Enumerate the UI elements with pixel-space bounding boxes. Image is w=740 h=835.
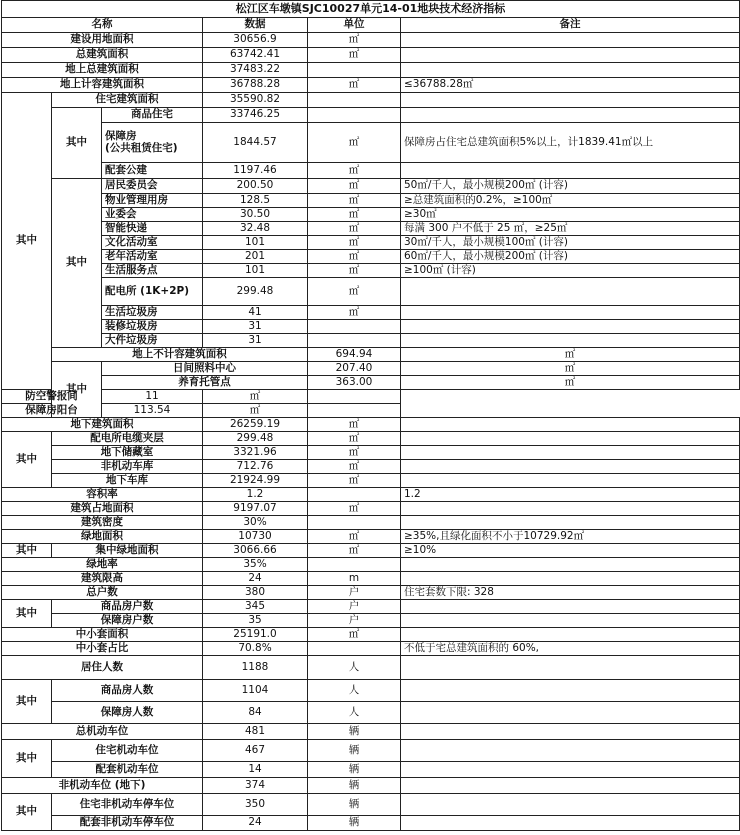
row-value: 1104 [203, 680, 308, 702]
row-name: 业委会 [102, 208, 203, 222]
row-name: 老年活动室 [102, 250, 203, 264]
row-unit [308, 93, 401, 108]
row-note [401, 474, 740, 488]
row-note: 保障房占住宅总建筑面积5%以上，计1839.41㎡以上 [401, 123, 740, 163]
row-note [401, 63, 740, 78]
row-name: 保障房人数 [52, 702, 203, 724]
row-note [401, 680, 740, 702]
group-label: 其中 [2, 600, 52, 628]
row-note [401, 762, 740, 778]
row-note [401, 163, 740, 179]
row-value: 374 [203, 778, 308, 794]
row-unit [308, 320, 401, 334]
row-value: 101 [203, 236, 308, 250]
row-value: 1197.46 [203, 163, 308, 179]
row-name: 装修垃圾房 [102, 320, 203, 334]
row-name: 配套机动车位 [52, 762, 203, 778]
row-value: 101 [203, 264, 308, 278]
row-value: 84 [203, 702, 308, 724]
row-name: 总机动车位 [2, 724, 203, 740]
row-name: 配套公建 [102, 163, 203, 179]
row-value: 299.48 [203, 278, 308, 306]
group-label: 其中 [52, 179, 102, 348]
row-unit [308, 558, 401, 572]
row-name: 地上总建筑面积 [2, 63, 203, 78]
row-value: 128.5 [203, 194, 308, 208]
group-label: 其中 [2, 740, 52, 778]
row-name: 物业管理用房 [102, 194, 203, 208]
row-name: 住宅建筑面积 [52, 93, 203, 108]
row-note: 住宅套数下限: 328 [401, 586, 740, 600]
row-name: 容积率 [2, 488, 203, 502]
row-value: 30656.9 [203, 33, 308, 48]
row-note [401, 278, 740, 306]
row-name: 保障房户数 [52, 614, 203, 628]
row-note [401, 93, 740, 108]
row-note [401, 778, 740, 794]
row-unit [308, 108, 401, 123]
row-name: 生活垃圾房 [102, 306, 203, 320]
indicator-table [1, 0, 740, 831]
row-note: 50㎡/千人，最小规模200㎡ (计容) [401, 179, 740, 194]
row-unit: ㎡ [308, 179, 401, 194]
row-value: 207.40 [308, 362, 401, 376]
row-unit: ㎡ [308, 194, 401, 208]
row-note [401, 108, 740, 123]
row-name: 商品住宅 [102, 108, 203, 123]
row-unit: ㎡ [308, 78, 401, 93]
row-name: 商品房人数 [52, 680, 203, 702]
row-value: 63742.41 [203, 48, 308, 63]
row-unit: ㎡ [203, 404, 308, 418]
row-note [401, 740, 740, 762]
row-unit [308, 488, 401, 502]
row-value: 31 [203, 320, 308, 334]
row-unit: 户 [308, 600, 401, 614]
row-value: 24 [203, 572, 308, 586]
row-unit [308, 63, 401, 78]
row-value: 467 [203, 740, 308, 762]
row-unit: ㎡ [308, 222, 401, 236]
row-unit: ㎡ [308, 264, 401, 278]
row-name: 地下车库 [52, 474, 203, 488]
row-note: ≥100㎡ (计容) [401, 264, 740, 278]
row-unit: ㎡ [308, 48, 401, 63]
row-name: 生活服务点 [102, 264, 203, 278]
group-label: 其中 [2, 93, 52, 390]
row-name: 建设用地面积 [2, 33, 203, 48]
row-unit: ㎡ [401, 362, 740, 376]
row-unit [308, 642, 401, 656]
row-name: 防空警报间 [2, 390, 102, 404]
group-label: 其中 [2, 680, 52, 724]
row-name: 配套非机动车停车位 [52, 816, 203, 831]
row-note: ≥30㎡ [401, 208, 740, 222]
row-name: 保障房 [105, 130, 137, 143]
row-name: 绿地率 [2, 558, 203, 572]
row-unit: ㎡ [308, 163, 401, 179]
header-unit: 单位 [308, 18, 401, 33]
row-value: 694.94 [308, 348, 401, 362]
row-value: 32.48 [203, 222, 308, 236]
row-note: 30㎡/千人，最小规模100㎡ (计容) [401, 236, 740, 250]
row-note [401, 558, 740, 572]
row-unit: 辆 [308, 724, 401, 740]
row-name: 地下储藏室 [52, 446, 203, 460]
row-unit: ㎡ [308, 628, 401, 642]
row-unit: ㎡ [203, 390, 308, 404]
row-note [401, 320, 740, 334]
row-unit: ㎡ [308, 446, 401, 460]
row-value: 1844.57 [203, 123, 308, 163]
row-unit: ㎡ [308, 432, 401, 446]
row-value: 30.50 [203, 208, 308, 222]
row-unit: ㎡ [308, 236, 401, 250]
row-name: 非机动车库 [52, 460, 203, 474]
row-value: 14 [203, 762, 308, 778]
row-name: 商品房户数 [52, 600, 203, 614]
row-name: 地上不计容建筑面积 [52, 348, 308, 362]
row-note [401, 614, 740, 628]
row-unit: ㎡ [308, 460, 401, 474]
row-value: 299.48 [203, 432, 308, 446]
row-note: ≥10% [401, 544, 740, 558]
header-value: 数据 [203, 18, 308, 33]
row-unit: 辆 [308, 778, 401, 794]
row-note [401, 502, 740, 516]
row-unit: ㎡ [308, 530, 401, 544]
row-name: 建筑占地面积 [2, 502, 203, 516]
row-unit: ㎡ [308, 418, 401, 432]
row-name: 文化活动室 [102, 236, 203, 250]
row-note [401, 460, 740, 474]
header-name: 名称 [2, 18, 203, 33]
row-value: 9197.07 [203, 502, 308, 516]
row-value: 10730 [203, 530, 308, 544]
row-unit: ㎡ [308, 33, 401, 48]
row-unit: ㎡ [308, 123, 401, 163]
row-name: 智能快递 [102, 222, 203, 236]
row-unit: 人 [308, 702, 401, 724]
row-value: 1.2 [203, 488, 308, 502]
row-value: 33746.25 [203, 108, 308, 123]
row-name: 集中绿地面积 [52, 544, 203, 558]
group-label: 其中 [2, 794, 52, 831]
row-note [401, 306, 740, 320]
row-note: ≥总建筑面积的0.2%，≥100㎡ [401, 194, 740, 208]
table-title: 松江区车墩镇SJC10027单元14-01地块技术经济指标 [2, 1, 740, 18]
row-name: 非机动车位 (地下) [2, 778, 203, 794]
row-unit: ㎡ [308, 502, 401, 516]
row-value: 25191.0 [203, 628, 308, 642]
row-name: 居住人数 [2, 656, 203, 680]
row-value: 1188 [203, 656, 308, 680]
row-value: 345 [203, 600, 308, 614]
row-value: 200.50 [203, 179, 308, 194]
row-note [308, 404, 401, 418]
row-note [401, 816, 740, 831]
row-value: 380 [203, 586, 308, 600]
row-name: 中小套占比 [2, 642, 203, 656]
row-name: 住宅机动车位 [52, 740, 203, 762]
row-value: 36788.28 [203, 78, 308, 93]
row-value: 113.54 [102, 404, 203, 418]
row-note [401, 334, 740, 348]
row-unit: ㎡ [401, 376, 740, 390]
row-note [401, 48, 740, 63]
group-label: 其中 [52, 108, 102, 179]
row-name: 总户数 [2, 586, 203, 600]
row-value: 41 [203, 306, 308, 320]
row-note: 不低于宅总建筑面积的 60%, [401, 642, 740, 656]
row-note [401, 724, 740, 740]
row-value: 712.76 [203, 460, 308, 474]
row-name: 配电所电缆夹层 [52, 432, 203, 446]
row-note [401, 418, 740, 432]
row-note: 1.2 [401, 488, 740, 502]
row-note [401, 628, 740, 642]
row-note: 每满 300 户不低于 25 ㎡，≥25㎡ [401, 222, 740, 236]
row-note: ≥35%,且绿化面积不小于10729.92㎡ [401, 530, 740, 544]
row-unit: 人 [308, 656, 401, 680]
row-name: 地上计容建筑面积 [2, 78, 203, 93]
row-name: 住宅非机动车停车位 [52, 794, 203, 816]
row-name: 养育托管点 [102, 376, 308, 390]
row-value: 350 [203, 794, 308, 816]
row-name: 地下建筑面积 [2, 418, 203, 432]
row-unit: 户 [308, 586, 401, 600]
row-unit: 户 [308, 614, 401, 628]
row-unit: ㎡ [401, 348, 740, 362]
row-unit: m [308, 572, 401, 586]
row-name-sub: (公共租赁住宅) [105, 141, 178, 154]
row-note [401, 33, 740, 48]
row-value: 363.00 [308, 376, 401, 390]
row-note: 60㎡/千人，最小规模200㎡ (计容) [401, 250, 740, 264]
row-unit: ㎡ [308, 250, 401, 264]
group-label: 其中 [52, 362, 102, 418]
group-label: 其中 [2, 544, 52, 558]
row-unit [308, 516, 401, 530]
row-note [401, 572, 740, 586]
row-name: 中小套面积 [2, 628, 203, 642]
row-value: 35 [203, 614, 308, 628]
row-name: 日间照料中心 [102, 362, 308, 376]
group-label: 其中 [2, 432, 52, 488]
row-note [401, 446, 740, 460]
row-note [308, 390, 401, 404]
row-note [401, 702, 740, 724]
row-value: 31 [203, 334, 308, 348]
row-unit: ㎡ [308, 544, 401, 558]
row-unit: ㎡ [308, 208, 401, 222]
row-name: 总建筑面积 [2, 48, 203, 63]
row-unit: ㎡ [308, 306, 401, 320]
row-note [401, 794, 740, 816]
row-name: 绿地面积 [2, 530, 203, 544]
row-value: 3066.66 [203, 544, 308, 558]
row-unit: ㎡ [308, 474, 401, 488]
row-name: 建筑密度 [2, 516, 203, 530]
row-value: 24 [203, 816, 308, 831]
row-unit: 辆 [308, 816, 401, 831]
row-name: 保障房阳台 [2, 404, 102, 418]
header-note: 备注 [401, 18, 740, 33]
row-value: 11 [102, 390, 203, 404]
row-name: 居民委员会 [102, 179, 203, 194]
row-note [401, 656, 740, 680]
row-name: 大件垃圾房 [102, 334, 203, 348]
row-value: 30% [203, 516, 308, 530]
row-note [401, 516, 740, 530]
row-value: 26259.19 [203, 418, 308, 432]
row-note [401, 600, 740, 614]
row-unit: ㎡ [308, 278, 401, 306]
row-unit [308, 334, 401, 348]
row-note: ≤36788.28㎡ [401, 78, 740, 93]
row-value: 37483.22 [203, 63, 308, 78]
row-value: 481 [203, 724, 308, 740]
row-name: 建筑限高 [2, 572, 203, 586]
row-note [401, 432, 740, 446]
row-value: 3321.96 [203, 446, 308, 460]
row-value: 201 [203, 250, 308, 264]
row-name: 配电所 (1K+2P) [102, 278, 203, 306]
row-unit: 人 [308, 680, 401, 702]
row-value: 21924.99 [203, 474, 308, 488]
row-value: 35% [203, 558, 308, 572]
row-unit: 辆 [308, 794, 401, 816]
row-unit: 辆 [308, 740, 401, 762]
row-value: 70.8% [203, 642, 308, 656]
row-unit: 辆 [308, 762, 401, 778]
row-value: 35590.82 [203, 93, 308, 108]
